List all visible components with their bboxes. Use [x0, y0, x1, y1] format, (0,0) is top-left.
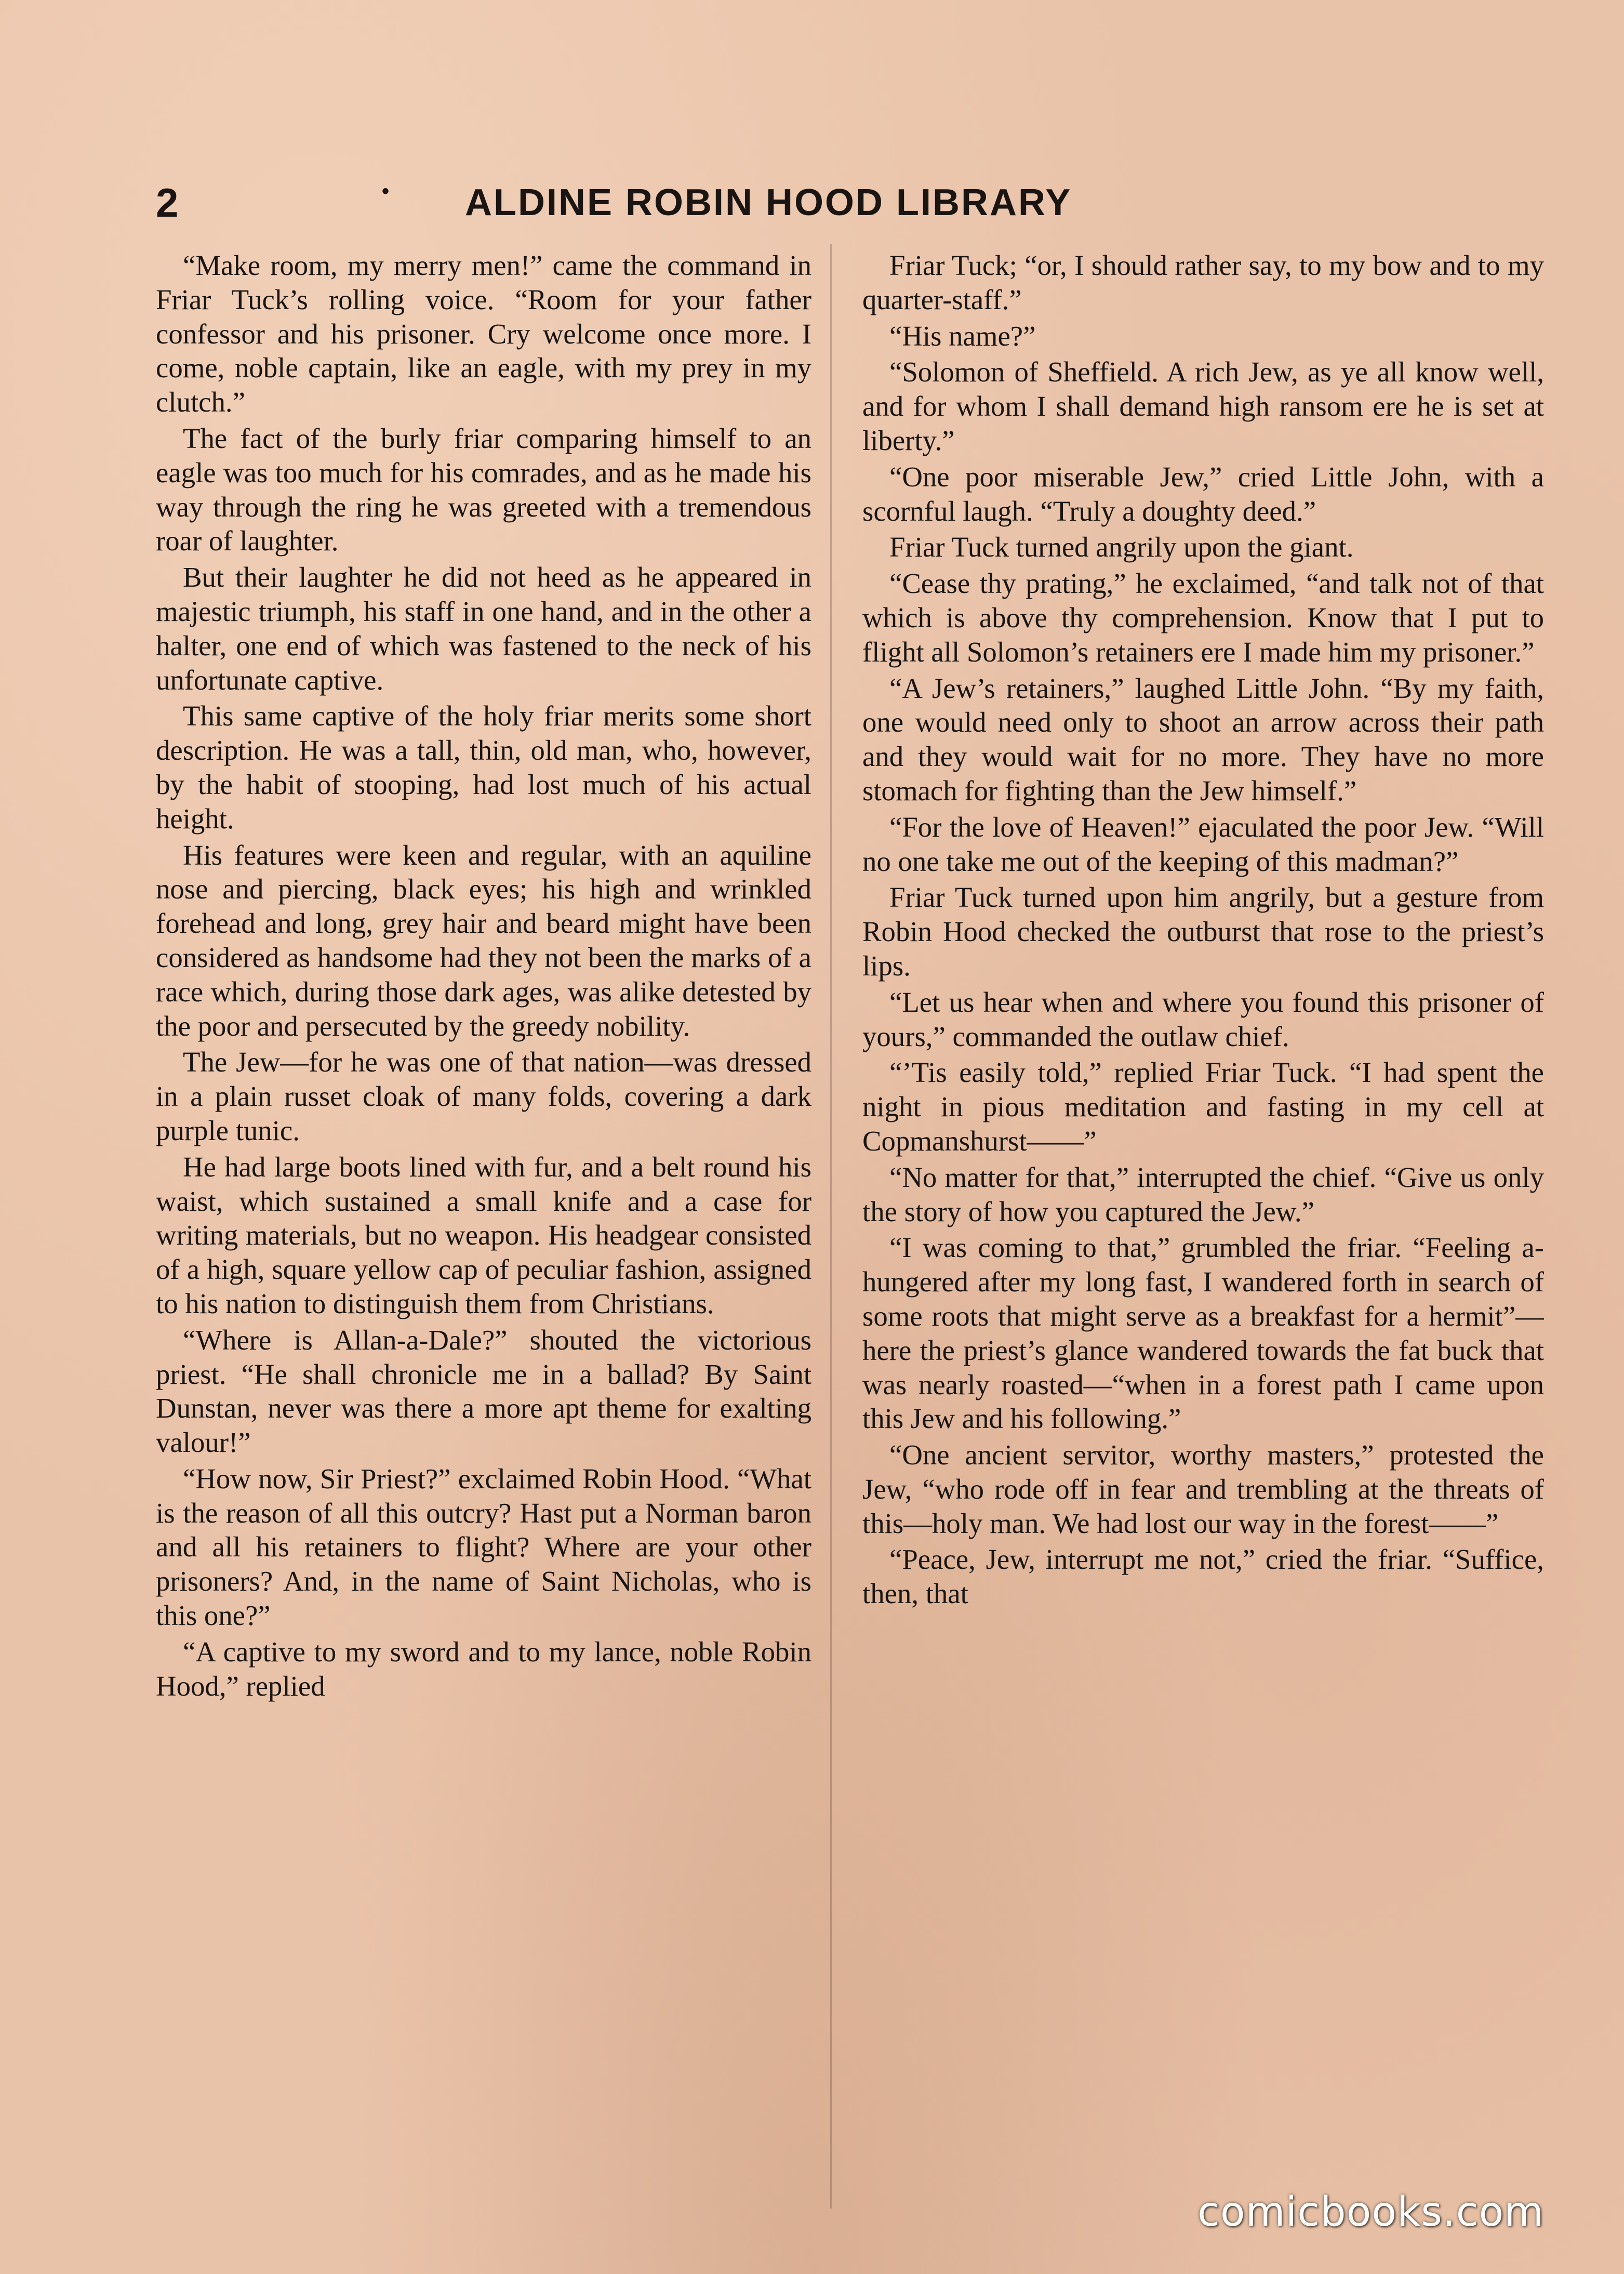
- paragraph: “Let us hear when and where you found this prisoner of yours,” commanded the outlaw chief.: [862, 986, 1544, 1052]
- right-column: [862, 248, 1544, 2207]
- paragraph: “A Jew’s retainers,” laughed Little John. “By my faith, one would need only to shoot an arrow across their path and they would wait for no more. They have no more stomach for fighting than the Jew himself.”: [862, 672, 1544, 807]
- paragraph: “His name?”: [889, 320, 1036, 352]
- paragraph: “A captive to my sword and to my lance, noble Robin Hood,” replied: [156, 1635, 811, 1702]
- paragraph: “Cease thy prating,” he exclaimed, “and talk not of that which is above thy comprehension. Know that I put to flight all Solomon’s retainers ere I made him my prisoner.”: [862, 567, 1544, 668]
- header-dot: •: [382, 180, 390, 203]
- page-number: 2: [156, 180, 179, 226]
- paragraph: “One ancient servitor, worthy masters,” protested the Jew, “who rode off in fear and trembling at the threats of this—holy man. We had lost our way in the forest——”: [862, 1439, 1544, 1539]
- paragraph: The fact of the burly friar comparing himself to an eagle was too much for his comrades, and as he made his way through the ring he was greeted with a tremendous roar of laughter.: [156, 422, 811, 557]
- running-title: ALDINE ROBIN HOOD LIBRARY: [465, 182, 1072, 223]
- left-column: [156, 248, 811, 2207]
- paragraph: Friar Tuck turned upon him angrily, but a gesture from Robin Hood checked the outburst that rose to the priest’s lips.: [862, 881, 1544, 982]
- paragraph: “For the love of Heaven!” ejaculated the poor Jew. “Will no one take me out of the keeping of this madman?”: [862, 811, 1544, 877]
- paragraph: “No matter for that,” interrupted the chief. “Give us only the story of how you captured the Jew.”: [862, 1161, 1544, 1227]
- column-divider: [830, 244, 832, 2209]
- paragraph: “’Tis easily told,” replied Friar Tuck. “I had spent the night in pious meditation and fasting in my cell at Copmanshurst——”: [862, 1056, 1544, 1157]
- paragraph: He had large boots lined with fur, and a belt round his waist, which sustained a small knife and a case for writing materials, but no weapon. His headgear consisted of a high, square yellow cap of peculiar fashion, assigned to his nation to distinguish them from Christians.: [156, 1151, 811, 1319]
- paragraph: “Solomon of Sheffield. A rich Jew, as ye all know well, and for whom I shall demand high ransom ere he is set at liberty.”: [862, 356, 1544, 456]
- paragraph: “One poor miserable Jew,” cried Little John, with a scornful laugh. “Truly a doughty deed.”: [862, 460, 1544, 527]
- paragraph: But their laughter he did not heed as he appeared in majestic triumph, his staff in one hand, and in the other a halter, one end of which was fastened to the neck of his unfortunate captive.: [156, 561, 811, 696]
- paragraph: “How now, Sir Priest?” exclaimed Robin Hood. “What is the reason of all this outcry? Hast put a Norman baron and all his retainers to flight? Where are your other prisoners? And, in the name of Saint Nicholas, who is this one?”: [156, 1462, 811, 1632]
- paragraph: This same captive of the holy friar merits some short description. He was a tall, thin, old man, who, however, by the habit of stooping, had lost much of his actual height.: [156, 700, 811, 835]
- watermark-text: comicbooks.com: [1197, 2189, 1545, 2236]
- paragraph: “Peace, Jew, interrupt me not,” cried the friar. “Suffice, then, that: [862, 1543, 1544, 1610]
- paragraph: His features were keen and regular, with an aquiline nose and piercing, black eyes; his high and wrinkled forehead and long, grey hair and beard might have been considered as handsome had they not been the marks of a race which, during those dark ages, was alike detested by the poor and persecuted by the greedy nobility.: [156, 839, 811, 1042]
- paragraph: “Where is Allan-a-Dale?” shouted the victorious priest. “He shall chronicle me in a ballad? By Saint Dunstan, never was there a more apt theme for exalting valour!”: [156, 1324, 811, 1459]
- paragraph: “Make room, my merry men!” came the command in Friar Tuck’s rolling voice. “Room for your father confessor and his prisoner. Cry welcome once more. I come, noble captain, like an eagle, with my prey in my clutch.”: [156, 249, 811, 418]
- paragraph: Friar Tuck turned angrily upon the giant.: [889, 531, 1354, 563]
- paragraph: The Jew—for he was one of that nation—was dressed in a plain russet cloak of many folds, covering a dark purple tunic.: [156, 1046, 811, 1146]
- page-header: [156, 177, 1226, 229]
- paragraph: Friar Tuck; “or, I should rather say, to my bow and to my quarter-staff.”: [862, 249, 1544, 315]
- paragraph: “I was coming to that,” grumbled the friar. “Feeling a-hungered after my long fast, I wandered forth in search of some roots that might serve as a breakfast for a hermit”—here the priest’s glance wandered towards the fat buck that was nearly roasted—“when in a forest path I came upon this Jew and his following.”: [862, 1232, 1544, 1435]
